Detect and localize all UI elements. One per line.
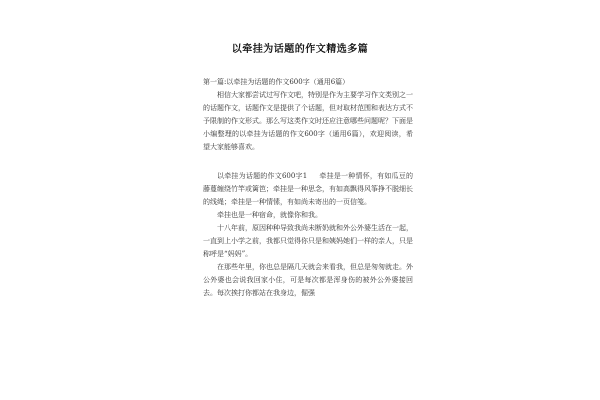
essay-label: 以牵挂为话题的作文600字1 — [217, 171, 308, 180]
essay-opening-paragraph — [203, 170, 413, 209]
intro-paragraph: 相信大家都尝试过写作文吧，特别是作为主要学习作文类别之一的话题作文，话题作文是提供了个话题，但对取材范围和表达方式不予限制的作文形式。那么写这类作文时还应注意哪些问题呢？下面是小编整理的以牵挂为话题的作文600字（通用6篇），欢迎阅读，希望大家能够喜欢。 — [203, 91, 413, 152]
document-title: 以牵挂为话题的作文精选多篇 — [231, 44, 369, 55]
paragraph-gap — [203, 155, 413, 170]
body-paragraph: 牵挂也是一种宿命，就像你和我。 — [217, 210, 322, 219]
document-body — [203, 76, 413, 301]
section-heading: 第一篇:以牵挂为话题的作文600字（通用6篇） — [203, 78, 350, 86]
body-paragraph: 十八年前，原因种种导致我尚未断奶就和外公外婆生活在一起，一直到上小学之前，我都只觉得你只是和姨妈她们一样的亲人，只是称呼是“妈妈”。 — [203, 223, 413, 259]
essay-opening-text: 牵挂是一种情怀，有如瓜豆的藤蔓缠绕竹竿或篱笆；牵挂是一种思念，有如高飘得风筝挣不脱细长的线绳；牵挂是一种情愫，有如尚未寄出的一页信笺。 — [203, 171, 413, 206]
body-paragraph: 在那些年里，你也总是隔几天就会来看我，但总是匆匆就走。外公外婆也会说我回家小住，可是每次都是浑身伤的被外公外婆接回去。每次挨打你都站在我身边，倔强 — [203, 263, 413, 298]
